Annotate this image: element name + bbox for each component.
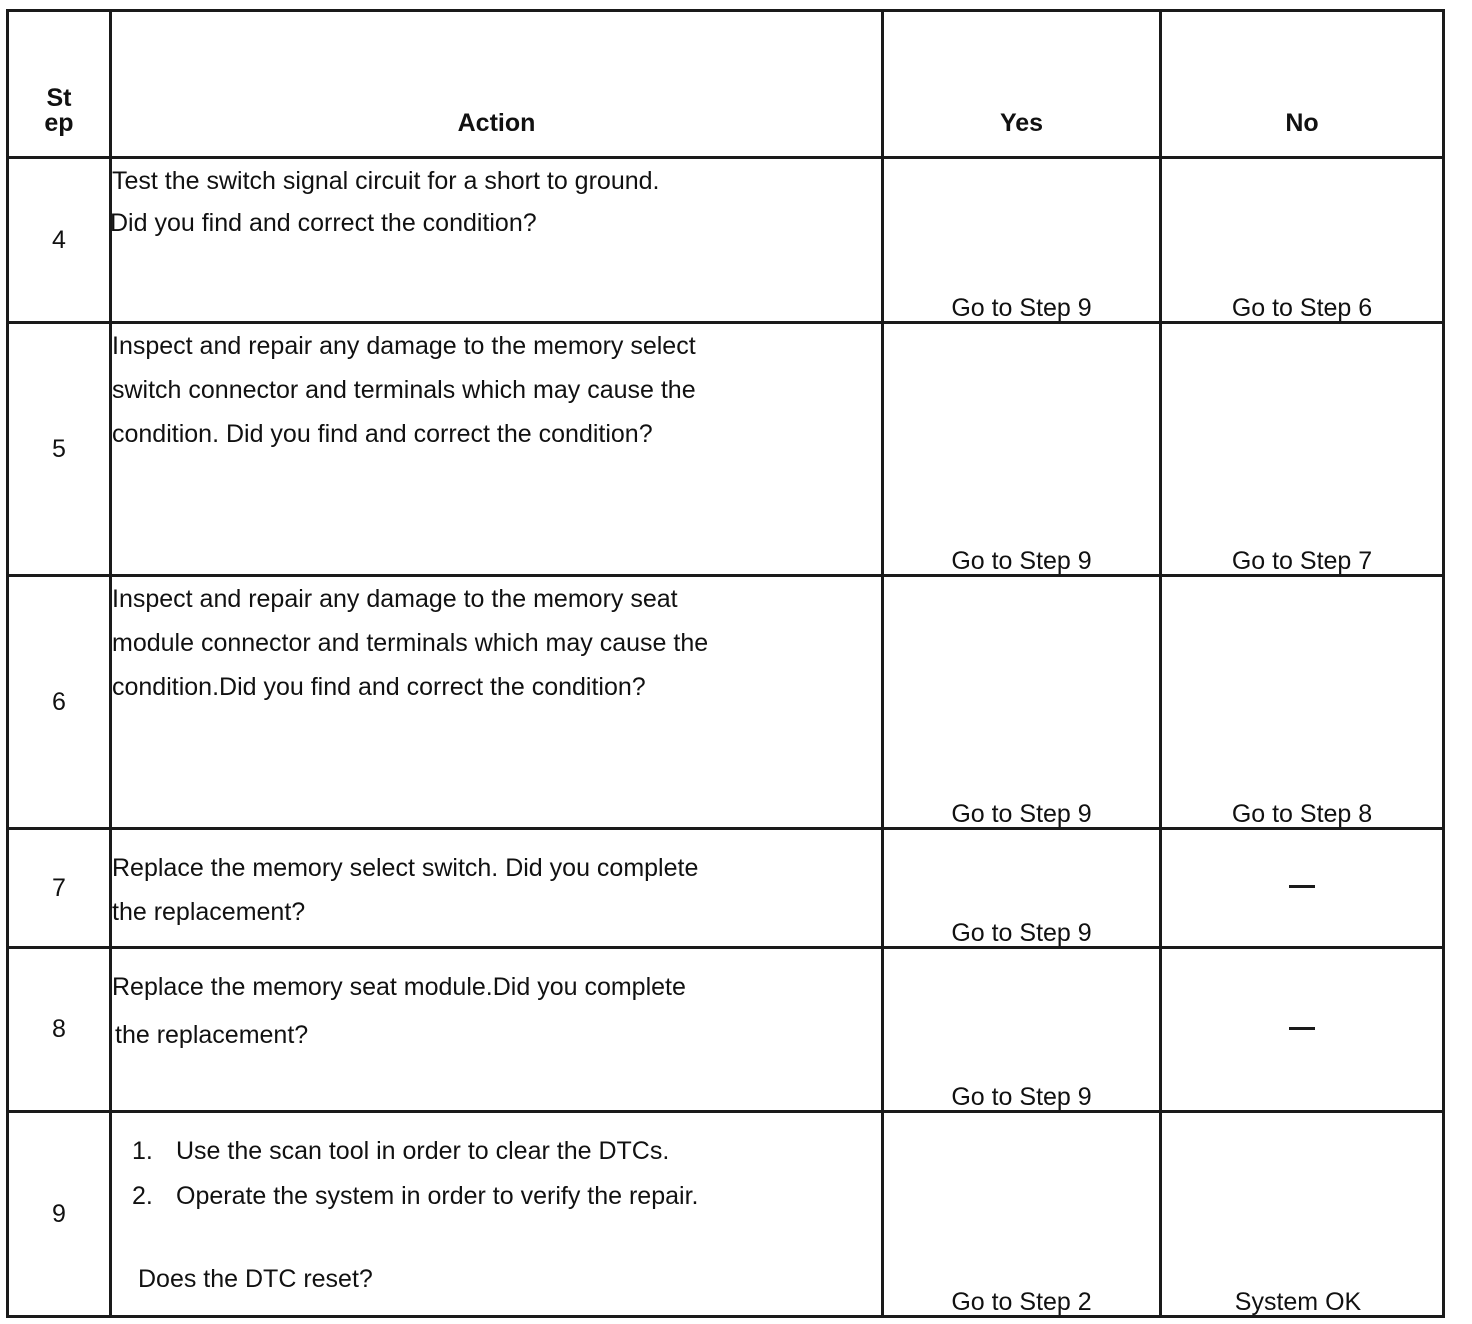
yes-outcome: Go to Step 9 (883, 576, 1161, 829)
step-number: 9 (8, 1112, 111, 1317)
yes-outcome: Go to Step 2 (883, 1112, 1161, 1317)
step-number: 8 (8, 948, 111, 1112)
table-row (8, 323, 1444, 576)
list-number: 1. (132, 1137, 153, 1165)
list-number: 2. (132, 1182, 153, 1210)
list-text: Use the scan tool in order to clear the DTCs. (176, 1137, 670, 1165)
header-step (8, 11, 111, 158)
action-line: Replace the memory select switch. Did you complete (112, 854, 699, 882)
header-step-line2: ep (44, 109, 74, 137)
action-text (111, 576, 883, 829)
table-row (8, 1112, 1444, 1317)
dash-icon (1289, 885, 1315, 888)
dash-icon (1289, 1027, 1315, 1030)
yes-outcome: Go to Step 9 (883, 323, 1161, 576)
yes-outcome: Go to Step 9 (883, 948, 1161, 1112)
yes-outcome: Go to Step 9 (883, 829, 1161, 948)
table-row (8, 158, 1444, 323)
header-step-line1: St (46, 84, 72, 112)
no-outcome: Go to Step 8 (1161, 576, 1444, 829)
action-line: Inspect and repair any damage to the memory seat (112, 585, 678, 613)
action-text (111, 158, 883, 323)
table-row (8, 948, 1444, 1112)
list-item (132, 1129, 881, 1174)
list-item (132, 1174, 881, 1219)
action-line: Inspect and repair any damage to the memory select (112, 332, 696, 360)
step-number: 6 (8, 576, 111, 829)
step-number: 5 (8, 323, 111, 576)
action-text (111, 829, 883, 948)
no-outcome (1161, 829, 1444, 948)
step-number: 4 (8, 158, 111, 323)
action-text (111, 948, 883, 1112)
no-outcome: Go to Step 6 (1161, 158, 1444, 323)
action-line: Replace the memory seat module.Did you complete (112, 973, 686, 1001)
yes-outcome: Go to Step 9 (883, 158, 1161, 323)
header-action: Action (111, 11, 883, 158)
table-row (8, 576, 1444, 829)
action-line: the replacement? (115, 1021, 309, 1049)
action-line: the replacement? (112, 898, 306, 926)
no-outcome: Go to Step 7 (1161, 323, 1444, 576)
action-line: condition. Did you find and correct the condition? (112, 420, 653, 448)
action-line: condition.Did you find and correct the condition? (112, 673, 646, 701)
action-line: Did you find and correct the condition? (110, 209, 537, 237)
action-text (111, 323, 883, 576)
no-outcome: System OK (1161, 1112, 1444, 1317)
action-text (111, 1112, 883, 1317)
no-outcome (1161, 948, 1444, 1112)
step-number: 7 (8, 829, 111, 948)
action-line: switch connector and terminals which may cause the (112, 376, 696, 404)
action-line: module connector and terminals which may cause the (112, 629, 709, 657)
action-line: Test the switch signal circuit for a short to ground. (112, 167, 660, 195)
list-text: Operate the system in order to verify the repair. (176, 1182, 699, 1210)
header-yes: Yes (883, 11, 1161, 158)
question-text: Does the DTC reset? (138, 1265, 373, 1293)
table-header-row (8, 11, 1444, 158)
table-row (8, 829, 1444, 948)
diagnostic-table (6, 9, 1445, 1318)
header-no: No (1161, 11, 1444, 158)
